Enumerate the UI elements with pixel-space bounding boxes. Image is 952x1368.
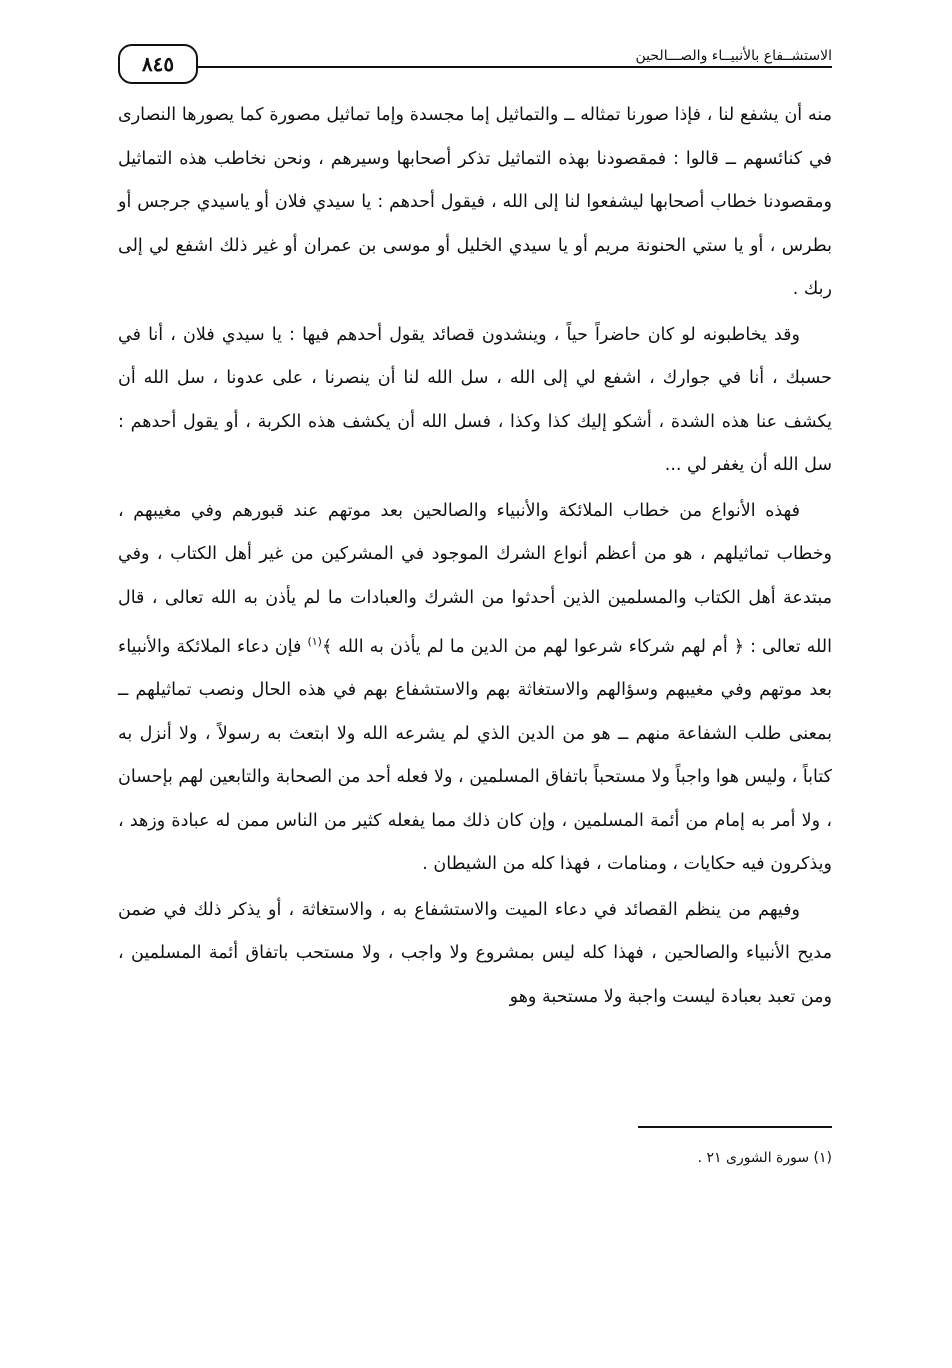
paragraph-1: منه أن يشفع لنا ، فإذا صورنا تمثاله ــ والتماثيل إما مجسدة وإما تماثيل مصورة كما يصورها النصارى في كنائسهم ــ قالوا : فمقصودنا بهذه التماثيل تذكر أصحابها وسيرهم ، ونحن نخاطب هذه التماثيل ومقصودنا خطاب أصحابها ليشفعوا لنا إلى الله ، فيقول أحدهم : يا سيدي فلان أو ياسيدي جرجس أو بطرس ، أو يا ستي الحنونة مريم أو يا سيدي الخليل أو موسى بن عمران أو غير ذلك اشفع لي إلى ربك . xyxy=(118,105,832,299)
paragraph-2: وقد يخاطبونه لو كان حاضراً حياً ، وينشدون قصائد يقول أحدهم فيها : يا سيدي فلان ، أنا في حسبك ، أنا في جوارك ، اشفع لي إلى الله ، سل الله لنا أن ينصرنا ، على عدونا ، سل الله أن يكشف عنا هذه الشدة ، أشكو إليك كذا وكذا ، فسل الله أن يكشف هذه الكربة ، أو يقول أحدهم : سل الله أن يغفر لي ... xyxy=(118,324,832,475)
footnote: (١) سورة الشورى ٢١ . xyxy=(697,1150,832,1166)
paragraph-3-continued: فإن دعاء الملائكة والأنبياء بعد موتهم وفي مغيبهم وسؤالهم والاستغاثة بهم والاستشفاع بهم في هذه الحال ونصب تماثيلهم ــ بمعنى طلب الشفاعة منهم ــ هو من الدين الذي لم يشرعه الله ولا ابتعث به رسولاً ، ولا أنزل به كتاباً ، وليس هوا واجباً ولا مستحباً باتفاق المسلمين ، ولا فعله أحد من الصحابة والتابعين لهم بإحسان ، ولا أمر به إمام من أئمة المسلمين ، وإن كان ذلك مما يفعله كثير من الناس ممن له عبادة وزهد ، ويذكرون فيه حكايات ، ومنامات ، فهذا كله من الشيطان . xyxy=(118,636,832,875)
header-rule xyxy=(198,66,832,68)
paragraph-4: وفيهم من ينظم القصائد في دعاء الميت والاستشفاع به ، والاستغاثة ، أو يذكر ذلك في ضمن مديح الأنبياء والصالحين ، فهذا كله ليس بمشروع ولا واجب ، ولا مستحب باتفاق أئمة المسلمين ، ومن تعبد بعبادة ليست واجبة ولا مستحبة وهو xyxy=(118,899,832,1007)
page-header xyxy=(118,44,832,86)
footnote-reference: (١) xyxy=(307,635,322,648)
running-title: الاستشــفاع بالأنبيــاء والصـــالحين xyxy=(628,48,832,64)
paragraph-3-text: فهذه الأنواع من خطاب الملائكة والأنبياء والصالحين بعد موتهم عند قبورهم وفي مغيبهم ، وخطاب تماثيلهم ، هو من أعظم أنواع الشرك الموجود في المشركين من غير أهل الكتاب ، وفي مبتدعة أهل الكتاب والمسلمين الذين أحدثوا من الشرك والعبادات ما لم يأذن به الله تعالى ، قال الله تعالى : ﴿ أم لهم شركاء شرعوا لهم من الدين ما لم يأذن به الله ﴾ xyxy=(118,500,832,657)
paragraph-3 xyxy=(118,490,832,887)
footnote-divider xyxy=(638,1126,832,1128)
page-number: ٨٤٥ xyxy=(118,44,198,84)
main-text xyxy=(118,94,832,1021)
